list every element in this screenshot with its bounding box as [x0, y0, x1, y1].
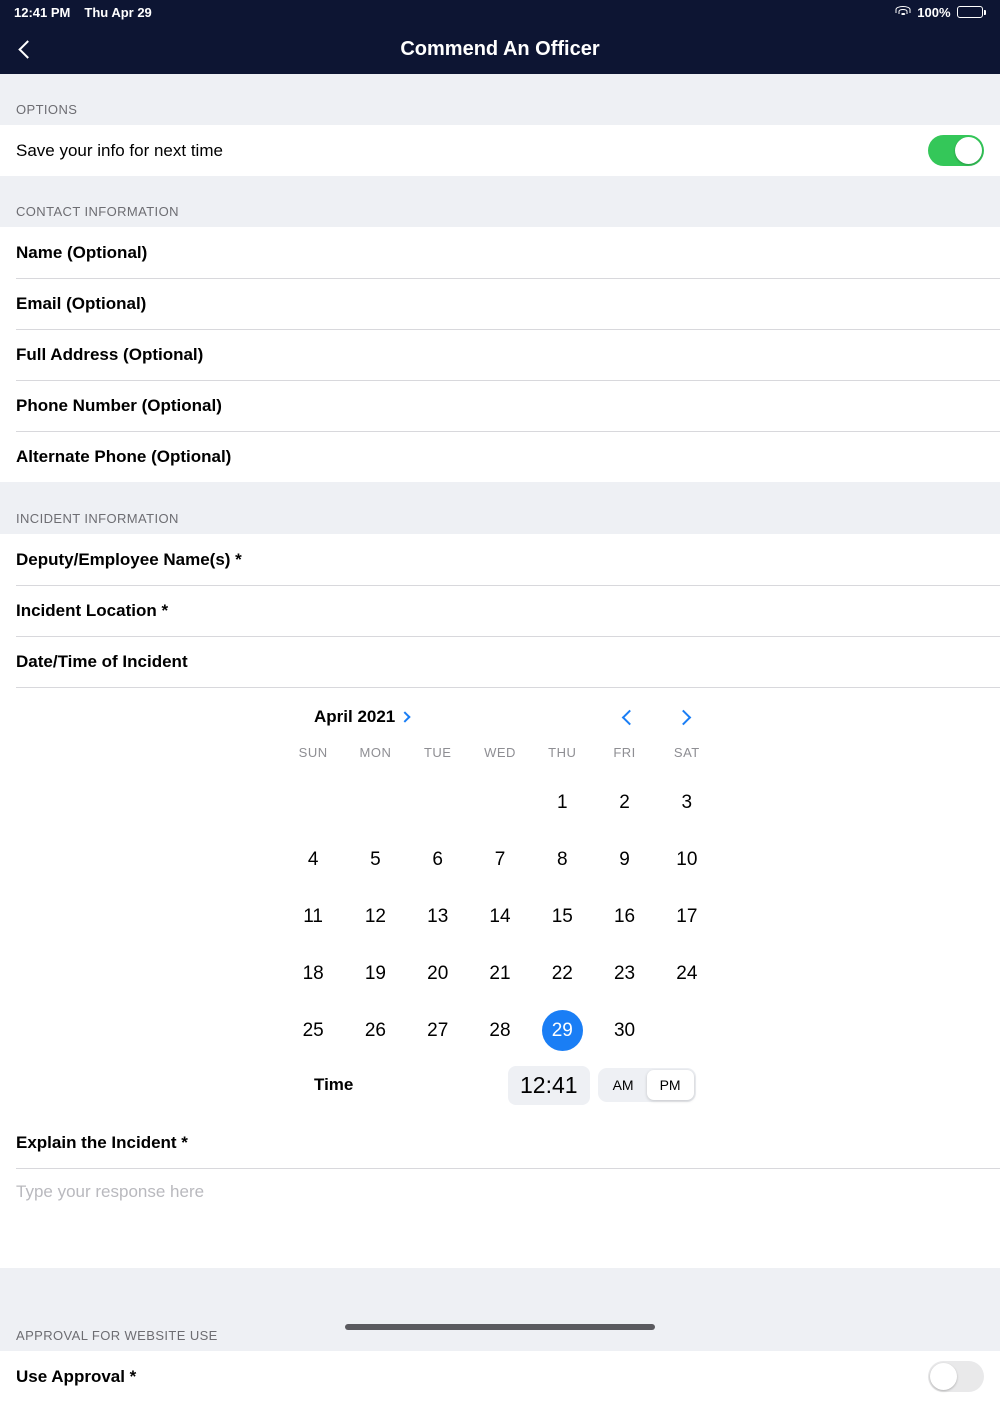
- day-name: SAT: [673, 745, 700, 760]
- use-approval-toggle[interactable]: [928, 1361, 984, 1392]
- field-row-incident-location[interactable]: [0, 585, 1000, 636]
- calendar-day[interactable]: 28: [489, 1019, 511, 1041]
- field-row-name[interactable]: [0, 227, 1000, 278]
- battery-full-icon: [957, 6, 987, 18]
- calendar-day[interactable]: 15: [551, 905, 573, 927]
- chevron-left-icon: [621, 709, 637, 725]
- field-label-alt-phone: Alternate Phone (Optional): [16, 446, 232, 466]
- time-controls: [508, 1066, 696, 1105]
- incident-group: [0, 534, 1000, 1268]
- calendar-day[interactable]: 11: [303, 905, 323, 927]
- calendar-day[interactable]: 18: [302, 962, 324, 984]
- day-name: TUE: [423, 745, 452, 760]
- status-date: Thu Apr 29: [84, 4, 152, 20]
- chevron-left-icon: [18, 40, 36, 58]
- calendar-week-2: [282, 831, 718, 888]
- calendar-day[interactable]: 7: [494, 848, 506, 870]
- calendar-grid: [282, 739, 718, 1059]
- calendar-day[interactable]: 24: [676, 962, 698, 984]
- contact-group: [0, 227, 1000, 482]
- time-label: Time: [314, 1075, 354, 1094]
- calendar-month-button[interactable]: [314, 707, 409, 727]
- calendar-day[interactable]: 13: [427, 905, 449, 927]
- field-label-address: Full Address (Optional): [16, 344, 204, 364]
- options-group: [0, 125, 1000, 176]
- calendar-day-empty: [282, 774, 344, 831]
- field-label-explain-incident: Explain the Incident *: [16, 1132, 188, 1152]
- chevron-right-icon: [675, 709, 691, 725]
- calendar-day[interactable]: 4: [307, 848, 319, 870]
- calendar-week-3: [282, 888, 718, 945]
- field-label-deputy-name: Deputy/Employee Name(s) *: [16, 549, 242, 569]
- day-name: SUN: [298, 745, 328, 760]
- field-label-incident-location: Incident Location *: [16, 600, 169, 620]
- calendar-day[interactable]: 5: [370, 848, 381, 870]
- calendar-prev-month-button[interactable]: [616, 704, 642, 730]
- day-name: FRI: [613, 745, 636, 760]
- save-info-toggle[interactable]: [928, 135, 984, 166]
- status-time: 12:41 PM: [14, 4, 71, 20]
- calendar-week-4: [282, 945, 718, 1002]
- section-spacer: [0, 1268, 1000, 1300]
- field-row-deputy-name[interactable]: [0, 534, 1000, 585]
- battery-percent-label: 100%: [917, 4, 951, 20]
- wifi-icon: [895, 6, 911, 18]
- section-header-contact: CONTACT INFORMATION: [0, 176, 1000, 227]
- calendar-day[interactable]: 19: [364, 962, 386, 984]
- meridiem-pm-option[interactable]: PM: [647, 1070, 694, 1100]
- calendar-day[interactable]: 22: [551, 962, 573, 984]
- calendar-day-selected-badge: 29: [542, 1010, 583, 1051]
- save-info-label: Save your info for next time: [16, 140, 223, 160]
- field-row-phone[interactable]: [0, 380, 1000, 431]
- row-use-approval[interactable]: [0, 1351, 1000, 1402]
- approval-group: [0, 1351, 1000, 1402]
- calendar-day[interactable]: 23: [613, 962, 636, 984]
- explain-incident-textarea[interactable]: [0, 1168, 1000, 1268]
- field-row-explain-incident: [0, 1117, 1000, 1168]
- calendar-header: [0, 695, 1000, 739]
- page-title: Commend An Officer: [400, 37, 600, 60]
- field-row-address[interactable]: [0, 329, 1000, 380]
- row-save-info[interactable]: [0, 125, 1000, 176]
- field-row-email[interactable]: [0, 278, 1000, 329]
- calendar-day[interactable]: 26: [364, 1019, 386, 1041]
- calendar-day-empty: [469, 774, 531, 831]
- back-button[interactable]: [0, 24, 54, 74]
- calendar-day[interactable]: 9: [619, 848, 630, 870]
- meridiem-am-option[interactable]: AM: [612, 1077, 634, 1093]
- scrollbar[interactable]: [345, 1324, 655, 1330]
- calendar-week-5: [282, 1002, 718, 1059]
- date-picker: [0, 687, 1000, 1117]
- status-right-cluster: [895, 5, 986, 20]
- navigation-bar: [0, 24, 1000, 74]
- calendar-day-empty: [407, 774, 469, 831]
- calendar-nav: [616, 704, 696, 730]
- calendar-day[interactable]: 30: [613, 1019, 636, 1041]
- calendar-day[interactable]: 6: [432, 848, 443, 870]
- use-approval-label: Use Approval *: [16, 1366, 137, 1386]
- calendar-week-1: [282, 774, 718, 831]
- calendar-day[interactable]: 10: [676, 848, 698, 870]
- calendar-day[interactable]: 21: [489, 962, 511, 984]
- chevron-right-icon: [400, 711, 411, 722]
- calendar-day[interactable]: 14: [489, 905, 511, 927]
- calendar-month-label: April 2021: [314, 707, 396, 726]
- calendar-day[interactable]: 16: [613, 905, 636, 927]
- status-bar: [0, 0, 1000, 24]
- calendar-day[interactable]: 1: [556, 791, 568, 813]
- calendar-day[interactable]: 25: [302, 1019, 324, 1041]
- time-picker-row: [0, 1059, 1000, 1111]
- section-header-options: OPTIONS: [0, 74, 1000, 125]
- calendar-day-empty: [656, 1002, 718, 1059]
- toggle-knob: [930, 1363, 957, 1390]
- toggle-knob: [955, 137, 982, 164]
- day-name: THU: [548, 745, 577, 760]
- calendar-day[interactable]: 27: [427, 1019, 449, 1041]
- field-row-alt-phone[interactable]: [0, 431, 1000, 482]
- time-input[interactable]: 12:41: [508, 1066, 590, 1105]
- calendar-day-empty: [344, 774, 406, 831]
- calendar-day[interactable]: 12: [364, 905, 386, 927]
- calendar-day[interactable]: 17: [676, 905, 698, 927]
- calendar-day-names: [282, 739, 718, 774]
- field-label-name: Name (Optional): [16, 242, 148, 262]
- calendar-day[interactable]: 3: [681, 791, 693, 813]
- explain-incident-placeholder: Type your response here: [16, 1182, 205, 1201]
- meridiem-segmented-control: [598, 1068, 696, 1102]
- field-label-email: Email (Optional): [16, 293, 147, 313]
- section-header-incident: INCIDENT INFORMATION: [0, 482, 1000, 534]
- calendar-day[interactable]: 2: [619, 791, 630, 813]
- field-row-date-time[interactable]: [0, 636, 1000, 687]
- calendar-day[interactable]: 20: [427, 962, 449, 984]
- day-name: WED: [484, 745, 516, 760]
- day-name: MON: [359, 745, 392, 760]
- field-label-date-time: Date/Time of Incident: [16, 651, 188, 671]
- calendar-day-selected[interactable]: [531, 1002, 593, 1059]
- section-header-approval: APPROVAL FOR WEBSITE USE: [0, 1300, 1000, 1351]
- calendar-next-month-button[interactable]: [670, 704, 696, 730]
- calendar-day[interactable]: 8: [556, 848, 568, 870]
- field-label-phone: Phone Number (Optional): [16, 395, 222, 415]
